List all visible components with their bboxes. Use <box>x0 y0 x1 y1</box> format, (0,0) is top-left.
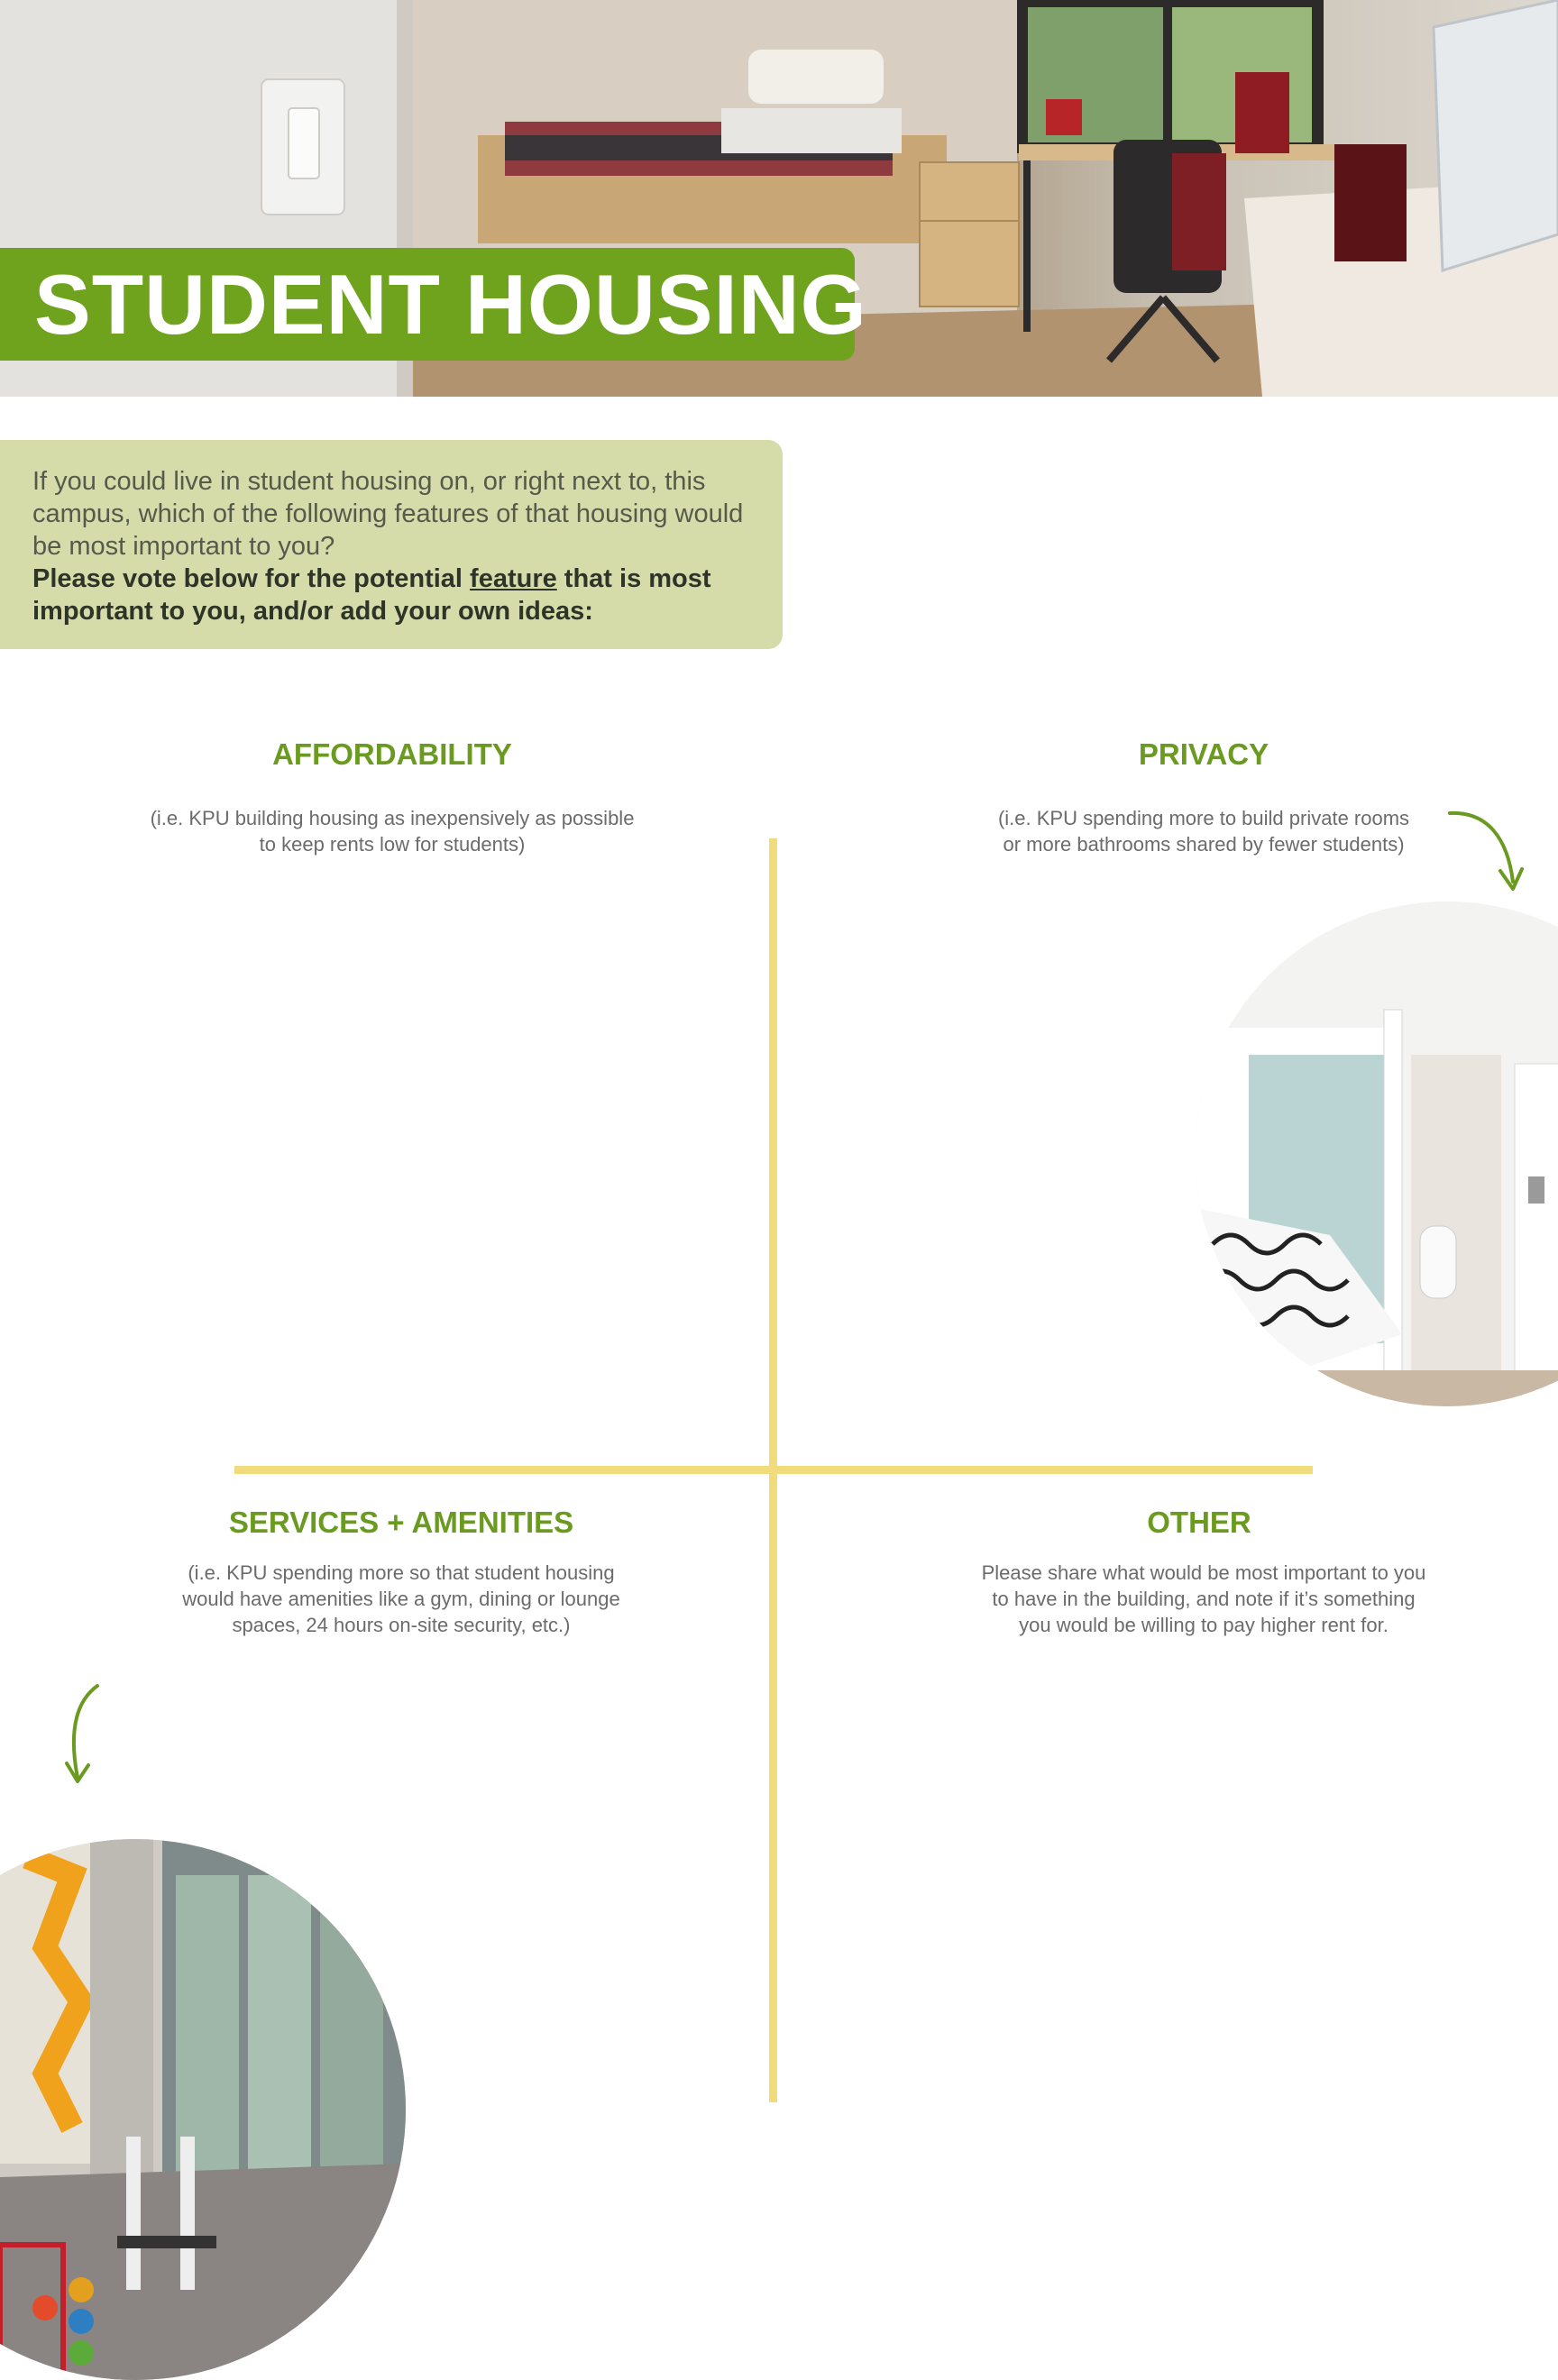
other-line-1: Please share what would be most important to you <box>981 1561 1426 1584</box>
services-line-3: spaces, 24 hours on-site security, etc.) <box>232 1614 571 1636</box>
privacy-heading: PRIVACY <box>1138 737 1269 771</box>
intro-call-to-action <box>32 563 763 627</box>
other-line-3: you would be willing to pay higher rent for. <box>1019 1614 1388 1636</box>
cta-suffix: that is most important to you, and/or add your own ideas: <box>32 564 711 626</box>
intro-question: If you could live in student housing on, or right next to, this campus, which of the following features of that housing would be most important to you? <box>32 467 744 561</box>
gym-amenities-photo <box>0 1839 406 2380</box>
services-amenities-description <box>117 1560 685 1638</box>
affordability-description <box>108 805 676 857</box>
affordability-line-1: (i.e. KPU building housing as inexpensively as possible <box>150 807 635 829</box>
gym-illustration <box>0 1839 406 2380</box>
affordability-heading: AFFORDABILITY <box>272 737 512 771</box>
private-room-photo <box>1195 902 1558 1406</box>
curved-arrow-down-icon <box>54 1677 117 1790</box>
privacy-description <box>920 805 1488 857</box>
services-amenities-heading: SERVICES + AMENITIES <box>228 1506 574 1539</box>
privacy-line-2: or more bathrooms shared by fewer students) <box>1003 833 1405 856</box>
cta-prefix: Please vote below for the potential <box>32 564 471 593</box>
other-line-2: to have in the building, and note if it’s something <box>992 1588 1416 1610</box>
other-description <box>920 1560 1488 1638</box>
horizontal-divider <box>234 1466 1313 1474</box>
other-heading: OTHER <box>1147 1506 1251 1539</box>
services-line-2: would have amenities like a gym, dining or lounge <box>182 1588 620 1610</box>
cta-keyword: feature <box>470 564 557 593</box>
privacy-line-1: (i.e. KPU spending more to build private rooms <box>997 807 1410 829</box>
curved-arrow-down-right-icon <box>1443 802 1524 902</box>
page-title: STUDENT HOUSING <box>34 257 867 352</box>
private-room-illustration <box>1195 902 1558 1406</box>
services-line-1: (i.e. KPU spending more so that student housing <box>188 1561 615 1584</box>
affordability-line-2: to keep rents low for students) <box>259 833 526 856</box>
